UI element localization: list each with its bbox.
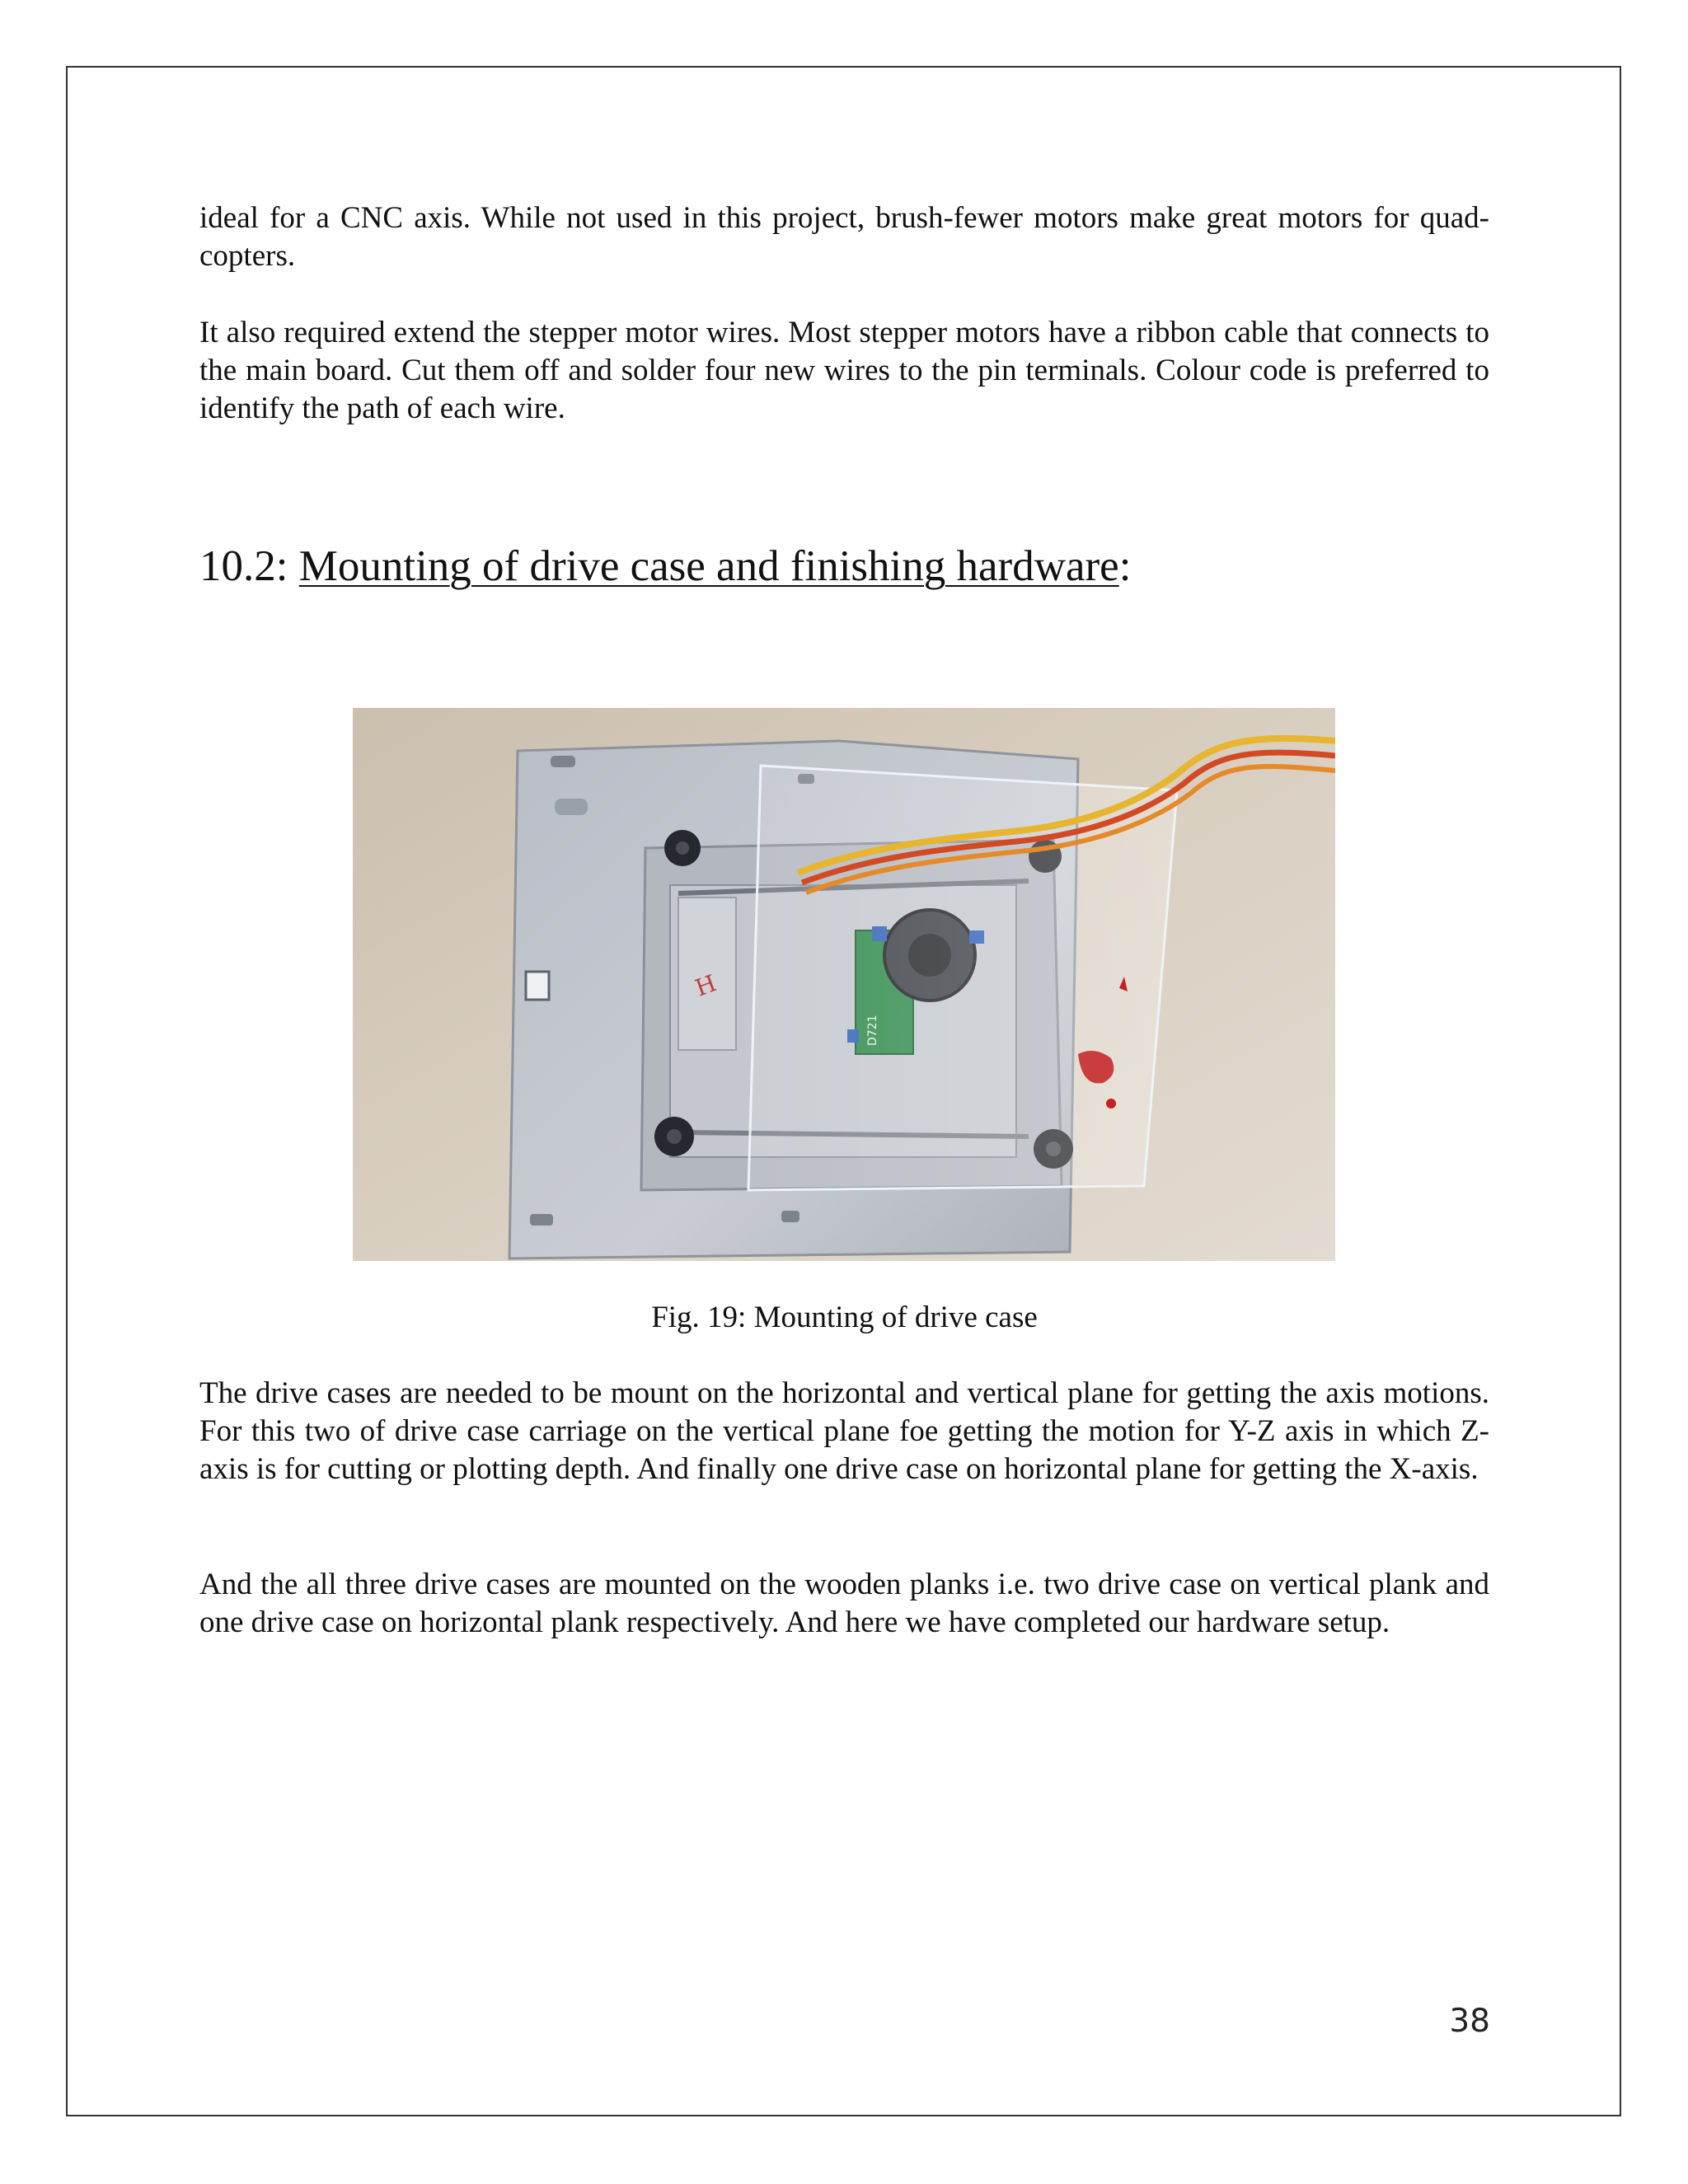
paragraph-planks: And the all three drive cases are mounted on the wooden planks i.e. two drive case on vertical plank and one drive case on horizontal plank respectively. And here we have completed our hardware setup. (199, 1568, 1489, 1639)
section-title: Mounting of drive case and finishing hardware (298, 542, 1119, 590)
section-heading (199, 540, 1131, 593)
section-number: 10.2: (199, 542, 299, 590)
marker-label: H (692, 969, 720, 1002)
paragraph-intro: ideal for a CNC axis. While not used in this project, brush-fewer motors make great motors for quad-copters. (199, 201, 1489, 273)
section-colon: : (1118, 542, 1132, 590)
paragraph-drive-cases: The drive cases are needed to be mount on the horizontal and vertical plane for getting the axis motions. For this two of drive case carriage on the vertical plane foe getting the motion for Y-Z axis in which Z-axis is for cutting or plotting depth. And finally one drive case on horizontal plane for getting the X-axis. (199, 1376, 1489, 1486)
page-number: 38 (1449, 2003, 1490, 2040)
figure-caption: Fig. 19: Mounting of drive case (651, 1301, 1038, 1334)
paragraph-wires: It also required extend the stepper motor wires. Most stepper motors have a ribbon cable that connects to the main board. Cut them off and solder four new wires to the pin terminals. Colour code is preferred to identify the path of each wire. (199, 316, 1489, 425)
drive-case-photo (353, 708, 1335, 1261)
